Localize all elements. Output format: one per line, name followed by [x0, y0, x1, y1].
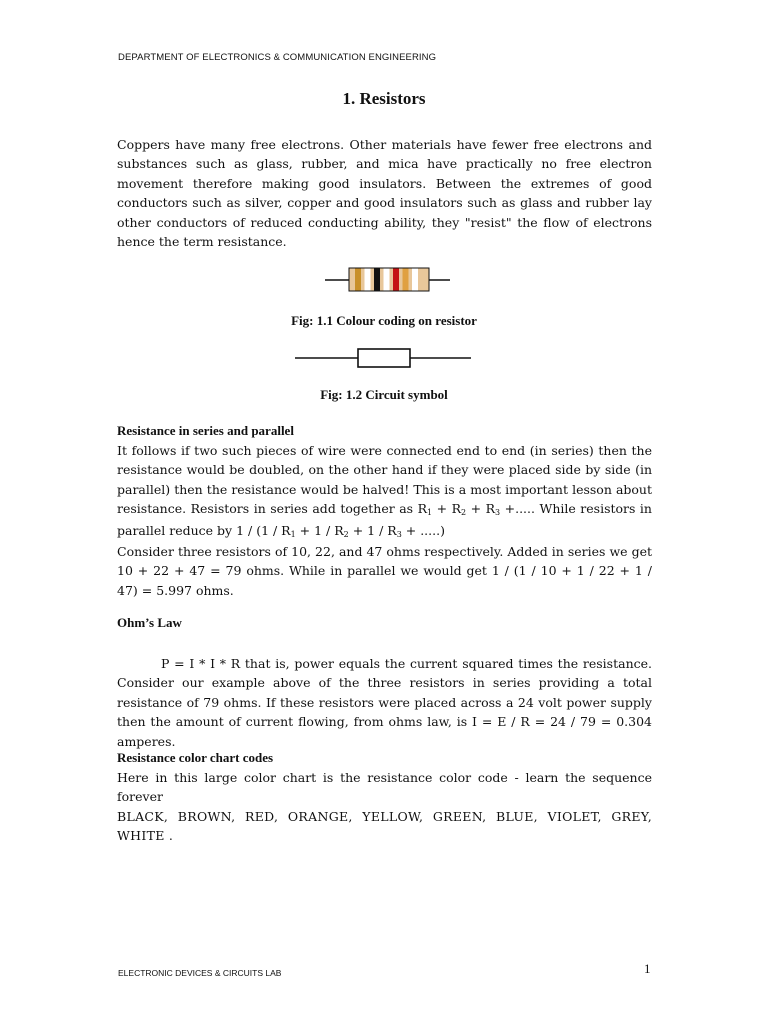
resistor-band [403, 269, 409, 291]
resistor-band [412, 269, 418, 291]
resistor-band [355, 269, 361, 291]
color-chart-heading: Resistance color chart codes [117, 750, 274, 765]
page-number: 1 [644, 961, 651, 976]
department-header: DEPARTMENT OF ELECTRONICS & COMMUNICATION ENGINEERING [118, 52, 437, 63]
page-title: 1. Resistors [342, 89, 426, 108]
resistor-band [365, 269, 371, 291]
resistor-band [374, 269, 380, 291]
ohms-law-paragraph: P = I * I * R that is, power equals the current squared times the resistance. Consider our example above of the three resistors in series providing a total resistance of 79 ohms. If these resistors were placed across a 24 volt power supply then the amount of current flowing, from ohms law, is I = E / R = 24 / 79 = 0.304 amperes. [117, 656, 652, 749]
resistor-circuit-symbol-figure [293, 347, 473, 369]
resistor-band [393, 269, 399, 291]
series-parallel-heading: Resistance in series and parallel [117, 423, 294, 438]
color-sequence: BLACK, BROWN, RED, ORANGE, YELLOW, GREEN, BLUE, VIOLET, GREY, WHITE . [117, 808, 652, 844]
fig1-caption: Fig: 1.1 Colour coding on resistor [291, 313, 477, 328]
resistor-colour-coding-figure [323, 265, 453, 295]
fig2-caption: Fig: 1.2 Circuit symbol [320, 387, 448, 402]
color-chart-paragraph: Here in this large color chart is the resistance color code - learn the sequence forever BLACK, BROWN, RED, ORANGE, YELLOW, GREEN, BLUE, VIOLET, GREY, WHITE . [117, 770, 652, 844]
resistor-band [384, 269, 390, 291]
resistor-symbol-box [358, 349, 410, 367]
series-parallel-example: Consider three resistors of 10, 22, and 47 ohms respectively. Added in series we get 10 + 22 + 47 = 79 ohms. While in parallel we would get 1 / (1 / 10 + 1 / 22 + 1 / 47) = 5.997 ohms. [117, 544, 652, 598]
intro-paragraph: Coppers have many free electrons. Other materials have fewer free electrons and substances such as glass, rubber, and mica have practically no free electron movement therefore making good insulators. Between the extremes of good conductors such as silver, copper and good insulators such as glass and rubber lay other conductors of reduced conducting ability, they "resist" the flow of electrons hence the term resistance. [117, 137, 652, 250]
series-parallel-paragraph: It follows if two such pieces of wire were connected end to end (in series) then the resistance would be doubled, on the other hand if they were placed side by side (in parallel) then the resistance would be halved! This is a most important lesson about resistance. Resistors in series add together as $R_1 + R_2 + R_3$ +..... While resistors in parallel reduce by $1 / (1 / R_1 + 1 / R_2 + 1 / R_3$ + .....) Consider three resistors of 10, 22, and 47 ohms respectively. Added in series we get 10 + 22 + 47 = 79 ohms. While in parallel we would get 1 / (1 / 10 + 1 / 22 + 1 / 47) = 5.997 ohms. [117, 443, 652, 598]
lab-footer: ELECTRONIC DEVICES & CIRCUITS LAB [118, 968, 282, 978]
ohms-law-heading: Ohm’s Law [117, 615, 182, 630]
